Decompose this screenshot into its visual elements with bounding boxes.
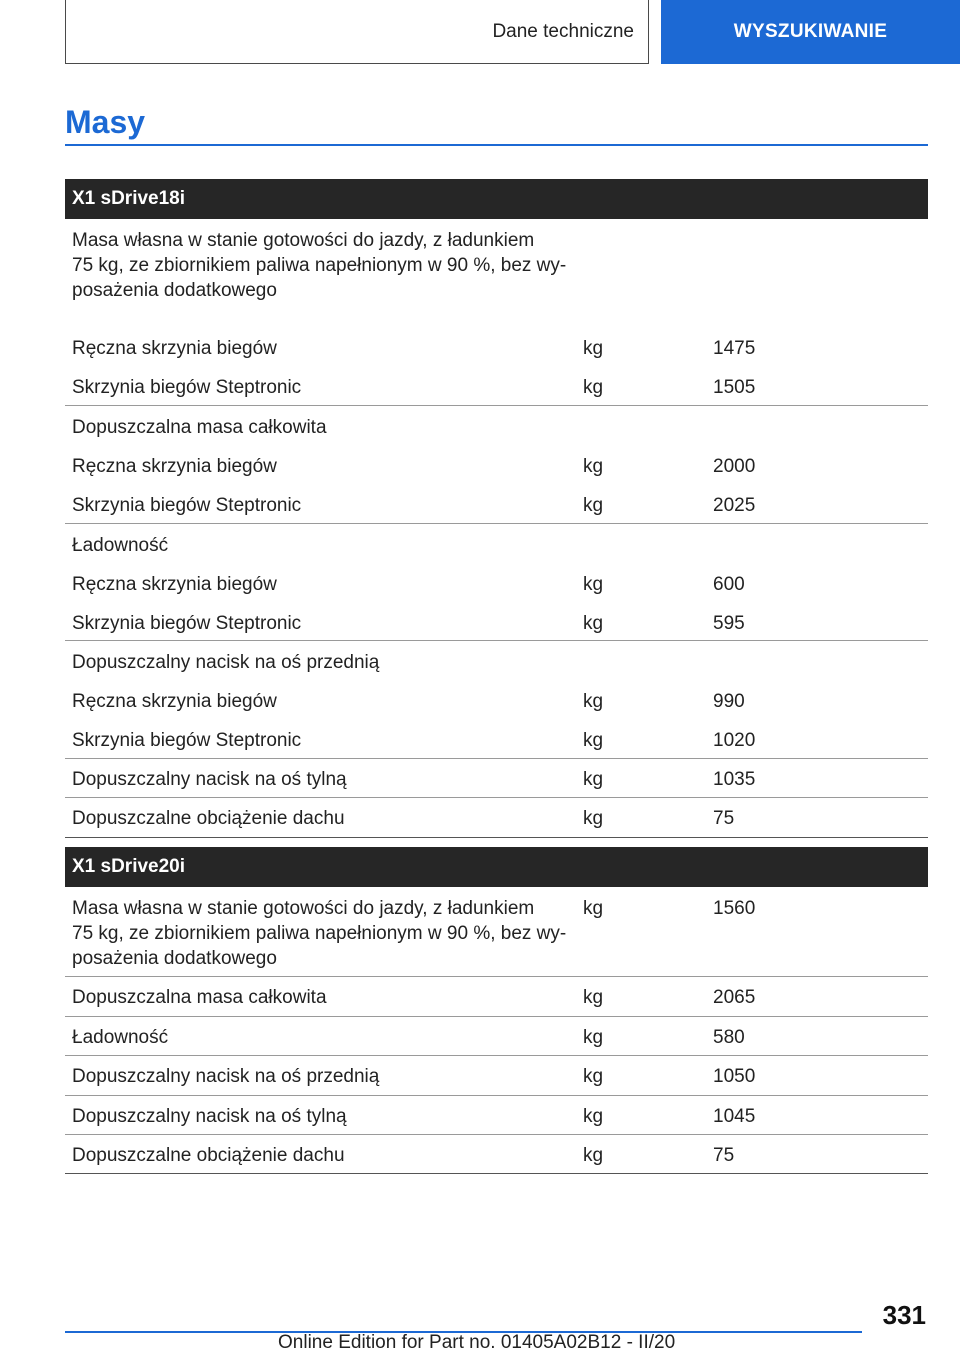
row-label: Ładowność [72,1027,169,1048]
row-label: Dopuszczalna masa całkowita [72,417,327,438]
row-label: Dopuszczalny nacisk na oś tylną [72,1106,347,1127]
row-value: 1050 [713,1066,756,1087]
row-label: Masa własna w stanie gotowości do jazdy, z ładunkiem 75 kg, ze zbiornikiem paliwa napełnionym w 90 %, bez wy- posażenia dodatkowego [72,898,567,969]
row-value [713,415,928,445]
table-row [65,484,928,524]
row-value: 2065 [713,987,756,1008]
row-unit [583,228,713,327]
row-unit: kg [583,338,604,359]
row-value [713,533,928,563]
row-unit: kg [583,898,604,919]
table-row [65,1135,928,1174]
row-unit [583,533,713,563]
row-unit: kg [583,613,604,634]
section-tab-dane-techniczne[interactable] [65,0,649,64]
row-unit: kg [583,377,604,398]
row-unit: kg [583,1145,604,1166]
table-row [65,759,928,798]
row-label: Skrzynia biegów Steptronic [72,377,302,398]
row-label: Dopuszczalna masa całkowita [72,987,327,1008]
row-unit: kg [583,456,604,477]
row-value: 2000 [713,456,756,477]
row-unit: kg [583,495,604,516]
table-row [65,366,928,406]
page-number: 331 [882,1300,926,1330]
row-label: Skrzynia biegów Steptronic [72,613,302,634]
table-title: X1 sDrive18i [65,179,928,219]
row-unit: kg [583,808,604,829]
table-row [65,719,928,759]
row-label: Ręczna skrzynia biegów [72,338,277,359]
table-row [65,680,928,719]
row-unit: kg [583,730,604,751]
row-label: Dopuszczalny nacisk na oś tylną [72,769,347,790]
row-unit: kg [583,1106,604,1127]
row-value: 1035 [713,769,756,790]
row-value: 580 [713,1027,745,1048]
table-row [65,327,928,366]
row-label: Ręczna skrzynia biegów [72,691,277,712]
row-unit: kg [583,769,604,790]
row-value: 595 [713,613,745,634]
footer-edition-text: Online Edition for Part no. 01405A02B12 - II/20 [278,1332,676,1353]
search-button-label: WYSZUKIWANIE [733,21,888,42]
row-value: 1475 [713,338,756,359]
section-tab-label: Dane techniczne [492,20,634,42]
row-value [713,650,928,680]
row-label: Dopuszczalny nacisk na oś przednią [72,1066,380,1087]
row-value: 1560 [713,898,756,919]
table-row [65,641,928,680]
row-unit [583,650,713,680]
row-label: Ręczna skrzynia biegów [72,456,277,477]
table-row [65,798,928,838]
row-label: Masa własna w stanie gotowości do jazdy, z ładunkiem 75 kg, ze zbiornikiem paliwa napełnionym w 90 %, bez wy- posażenia dodatkowego [72,230,567,301]
row-value: 600 [713,574,745,595]
spec-table-sdrive18i [65,179,928,838]
row-label: Dopuszczalne obciążenie dachu [72,1145,345,1166]
table-title: X1 sDrive20i [65,847,928,887]
table-row [65,602,928,641]
row-value [713,228,928,327]
row-label: Dopuszczalny nacisk na oś przednią [72,652,380,673]
spec-table-sdrive20i [65,847,928,1174]
row-value: 1045 [713,1106,756,1127]
row-value: 990 [713,691,745,712]
table-row [65,445,928,484]
table-row [65,1017,928,1056]
row-unit: kg [583,1027,604,1048]
row-label: Skrzynia biegów Steptronic [72,495,302,516]
table-row [65,1096,928,1135]
title-divider [65,144,928,146]
row-value: 1020 [713,730,756,751]
row-unit: kg [583,574,604,595]
search-button[interactable] [661,0,960,64]
row-label: Ręczna skrzynia biegów [72,574,277,595]
row-label: Skrzynia biegów Steptronic [72,730,302,751]
row-unit: kg [583,691,604,712]
row-unit [583,415,713,445]
row-unit: kg [583,987,604,1008]
table-row [65,887,928,977]
table-row [65,524,928,563]
row-value: 75 [713,808,735,829]
row-value: 75 [713,1145,735,1166]
table-row [65,977,928,1017]
table-row [65,406,928,445]
table-row [65,563,928,602]
row-label: Ładowność [72,535,169,556]
table-row [65,219,928,327]
row-label: Dopuszczalne obciążenie dachu [72,808,345,829]
row-value: 1505 [713,377,756,398]
row-unit: kg [583,1066,604,1087]
row-value: 2025 [713,495,756,516]
table-row [65,1056,928,1096]
page-title: Masy [65,104,146,140]
